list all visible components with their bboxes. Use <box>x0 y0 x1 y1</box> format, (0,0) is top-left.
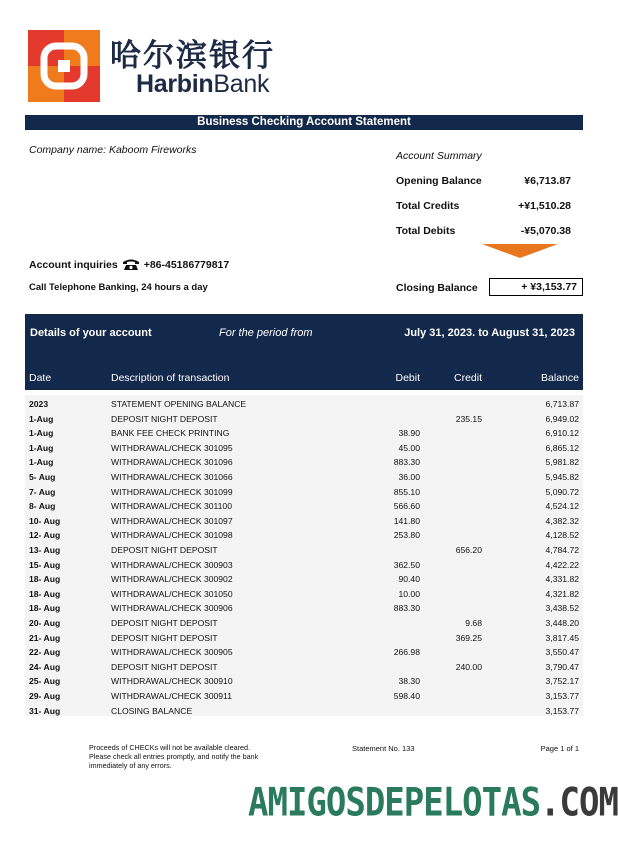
cell-description: WITHDRAWAL/CHECK 300902 <box>111 574 233 585</box>
cell-balance: 6,910.12 <box>545 428 579 439</box>
cell-credit: 240.00 <box>455 661 482 672</box>
column-header-debit: Debit <box>395 372 420 384</box>
cell-description: WITHDRAWAL/CHECK 301100 <box>111 501 232 512</box>
cell-balance: 3,448.20 <box>545 618 579 628</box>
table-row <box>25 558 583 573</box>
table-row <box>25 412 583 427</box>
cell-balance: 3,550.47 <box>545 647 579 658</box>
cell-date: 2023 <box>29 399 49 409</box>
cell-date: 18- Aug <box>29 603 61 614</box>
table-row <box>25 441 583 456</box>
total-debits-label: Total Debits <box>396 225 456 237</box>
phone-number: +86-45186779817 <box>143 258 230 271</box>
cell-description: WITHDRAWAL/CHECK 300910 <box>111 676 233 687</box>
table-row <box>25 543 583 558</box>
table-row <box>25 572 583 587</box>
telephone-icon <box>122 258 140 271</box>
cell-debit: 883.30 <box>393 457 420 468</box>
cell-description: WITHDRAWAL/CHECK 301095 <box>111 442 233 453</box>
cell-balance: 6,949.02 <box>545 413 579 424</box>
cell-balance: 3,752.17 <box>545 676 579 687</box>
cell-debit: 253.80 <box>393 530 420 541</box>
cell-description: WITHDRAWAL/CHECK 301097 <box>111 515 233 526</box>
cell-credit: 235.15 <box>455 413 482 424</box>
cell-balance: 3,817.45 <box>545 632 579 643</box>
cell-description: STATEMENT OPENING BALANCE <box>111 399 247 409</box>
details-title: Details of your account <box>30 327 152 339</box>
cell-balance: 4,784.72 <box>545 545 579 555</box>
cell-debit: 90.40 <box>398 574 420 585</box>
cell-debit: 38.30 <box>398 676 420 687</box>
transactions-table <box>25 395 583 716</box>
cell-balance: 3,153.77 <box>545 691 579 701</box>
cell-balance: 3,438.52 <box>545 603 579 614</box>
cell-date: 5- Aug <box>29 472 56 482</box>
cell-balance: 6,713.87 <box>545 399 579 409</box>
closing-balance-value: + ¥3,153.77 <box>489 278 583 296</box>
bank-name-bold: Harbin <box>136 70 214 98</box>
opening-balance-value: ¥6,713.87 <box>524 175 571 187</box>
closing-balance-label: Closing Balance <box>396 282 478 294</box>
watermark-main: AMIGOSDEPELOTAS <box>248 780 541 826</box>
cell-debit: 45.00 <box>398 442 420 453</box>
cell-date: 1-Aug <box>29 457 54 468</box>
cell-balance: 4,321.82 <box>545 588 579 599</box>
cell-description: WITHDRAWAL/CHECK 300905 <box>111 647 233 658</box>
cell-date: 12- Aug <box>29 530 61 541</box>
cell-description: BANK FEE CHECK PRINTING <box>111 428 230 439</box>
cell-date: 10- Aug <box>29 515 61 526</box>
watermark <box>248 780 618 826</box>
cell-description: WITHDRAWAL/CHECK 301066 <box>111 472 233 482</box>
cell-date: 13- Aug <box>29 545 61 555</box>
cell-date: 18- Aug <box>29 574 61 585</box>
account-inquiries <box>29 258 229 271</box>
cell-balance: 6,865.12 <box>545 442 579 453</box>
cell-debit: 883.30 <box>393 603 420 614</box>
cell-date: 8- Aug <box>29 501 56 512</box>
watermark-suffix: .COM <box>540 780 618 826</box>
page-number: Page 1 of 1 <box>540 744 579 753</box>
total-debits-value: -¥5,070.38 <box>520 225 571 237</box>
cell-credit: 656.20 <box>455 545 482 555</box>
cell-debit: 362.50 <box>393 559 420 570</box>
table-row <box>25 587 583 602</box>
total-credits-value: +¥1,510.28 <box>518 200 571 212</box>
cell-balance: 4,524.12 <box>545 501 579 512</box>
cell-debit: 266.98 <box>393 647 420 658</box>
period-value: July 31, 2023. to August 31, 2023 <box>404 327 575 339</box>
cell-description: WITHDRAWAL/CHECK 300903 <box>111 559 233 570</box>
table-row <box>25 426 583 441</box>
bank-name-rest: Bank <box>213 70 270 98</box>
cell-description: DEPOSIT NIGHT DEPOSIT <box>111 618 218 628</box>
table-row <box>25 455 583 470</box>
table-row <box>25 499 583 514</box>
cell-description: CLOSING BALANCE <box>111 705 193 716</box>
cell-debit: 141.80 <box>393 515 420 526</box>
table-row <box>25 397 583 412</box>
column-header-date: Date <box>29 372 52 384</box>
cell-description: WITHDRAWAL/CHECK 300906 <box>111 603 233 614</box>
cell-date: 25- Aug <box>29 676 61 687</box>
cell-description: DEPOSIT NIGHT DEPOSIT <box>111 661 218 672</box>
period-label: For the period from <box>219 327 313 339</box>
table-row <box>25 689 583 704</box>
table-row <box>25 470 583 485</box>
cell-description: DEPOSIT NIGHT DEPOSIT <box>111 545 218 555</box>
cell-debit: 36.00 <box>398 472 420 482</box>
arrow-down-icon <box>482 244 558 258</box>
cell-date: 29- Aug <box>29 691 61 701</box>
column-header-balance: Balance <box>541 372 579 384</box>
table-row <box>25 485 583 500</box>
telephone-banking-note: Call Telephone Banking, 24 hours a day <box>29 282 208 293</box>
cell-balance: 5,090.72 <box>545 486 579 497</box>
cell-date: 18- Aug <box>29 588 61 599</box>
cell-description: WITHDRAWAL/CHECK 301050 <box>111 588 233 599</box>
cell-description: WITHDRAWAL/CHECK 301098 <box>111 530 233 541</box>
cell-debit: 10.00 <box>398 588 420 599</box>
cell-date: 7- Aug <box>29 486 56 497</box>
cell-credit: 369.25 <box>455 632 482 643</box>
cell-date: 1-Aug <box>29 413 54 424</box>
table-row <box>25 616 583 631</box>
table-row <box>25 645 583 660</box>
cell-debit: 598.40 <box>393 691 420 701</box>
cell-description: DEPOSIT NIGHT DEPOSIT <box>111 632 218 643</box>
inquiries-label: Account inquiries <box>29 258 118 271</box>
cell-description: DEPOSIT NIGHT DEPOSIT <box>111 413 218 424</box>
cell-date: 22- Aug <box>29 647 61 658</box>
cell-balance: 4,331.82 <box>545 574 579 585</box>
table-row <box>25 674 583 689</box>
table-row <box>25 704 583 719</box>
bank-name-chinese: 哈尔滨银行 <box>110 38 275 74</box>
table-row <box>25 660 583 675</box>
cell-date: 31- Aug <box>29 705 61 716</box>
cell-date: 24- Aug <box>29 661 61 672</box>
cell-balance: 5,981.82 <box>545 457 579 468</box>
cell-debit: 566.60 <box>393 501 420 512</box>
cell-date: 1-Aug <box>29 428 54 439</box>
cell-date: 20- Aug <box>29 618 61 628</box>
account-details-header <box>25 314 583 390</box>
statement-title: Business Checking Account Statement <box>25 115 583 130</box>
cell-debit: 38.90 <box>398 428 420 439</box>
cell-date: 21- Aug <box>29 632 61 643</box>
table-row <box>25 528 583 543</box>
cell-balance: 4,128.52 <box>545 530 579 541</box>
table-row <box>25 514 583 529</box>
account-summary-title: Account Summary <box>396 150 482 162</box>
cell-credit: 9.68 <box>465 618 482 628</box>
table-row <box>25 631 583 646</box>
cell-debit: 855.10 <box>393 486 420 497</box>
company-name: Company name: Kaboom Fireworks <box>29 144 197 156</box>
cell-date: 15- Aug <box>29 559 61 570</box>
cell-description: WITHDRAWAL/CHECK 300911 <box>111 691 232 701</box>
cell-balance: 4,382.32 <box>545 515 579 526</box>
cell-date: 1-Aug <box>29 442 54 453</box>
footer-note: Proceeds of CHECKs will not be available cleared. Please check all entries promptly, and notify the bank immediately of any errors. <box>89 743 259 770</box>
total-credits-label: Total Credits <box>396 200 460 212</box>
statement-number: Statement No. 133 <box>352 744 415 753</box>
cell-balance: 5,945.82 <box>545 472 579 482</box>
cell-balance: 4,422.22 <box>545 559 579 570</box>
opening-balance-label: Opening Balance <box>396 175 482 187</box>
bank-name-english <box>136 70 269 99</box>
cell-description: WITHDRAWAL/CHECK 301099 <box>111 486 233 497</box>
cell-balance: 3,153.77 <box>545 705 579 716</box>
column-header-description: Description of transaction <box>111 372 230 384</box>
cell-description: WITHDRAWAL/CHECK 301096 <box>111 457 233 468</box>
cell-balance: 3,790.47 <box>545 661 579 672</box>
table-row <box>25 601 583 616</box>
harbin-bank-logo-icon <box>28 30 100 102</box>
column-header-credit: Credit <box>453 372 482 384</box>
